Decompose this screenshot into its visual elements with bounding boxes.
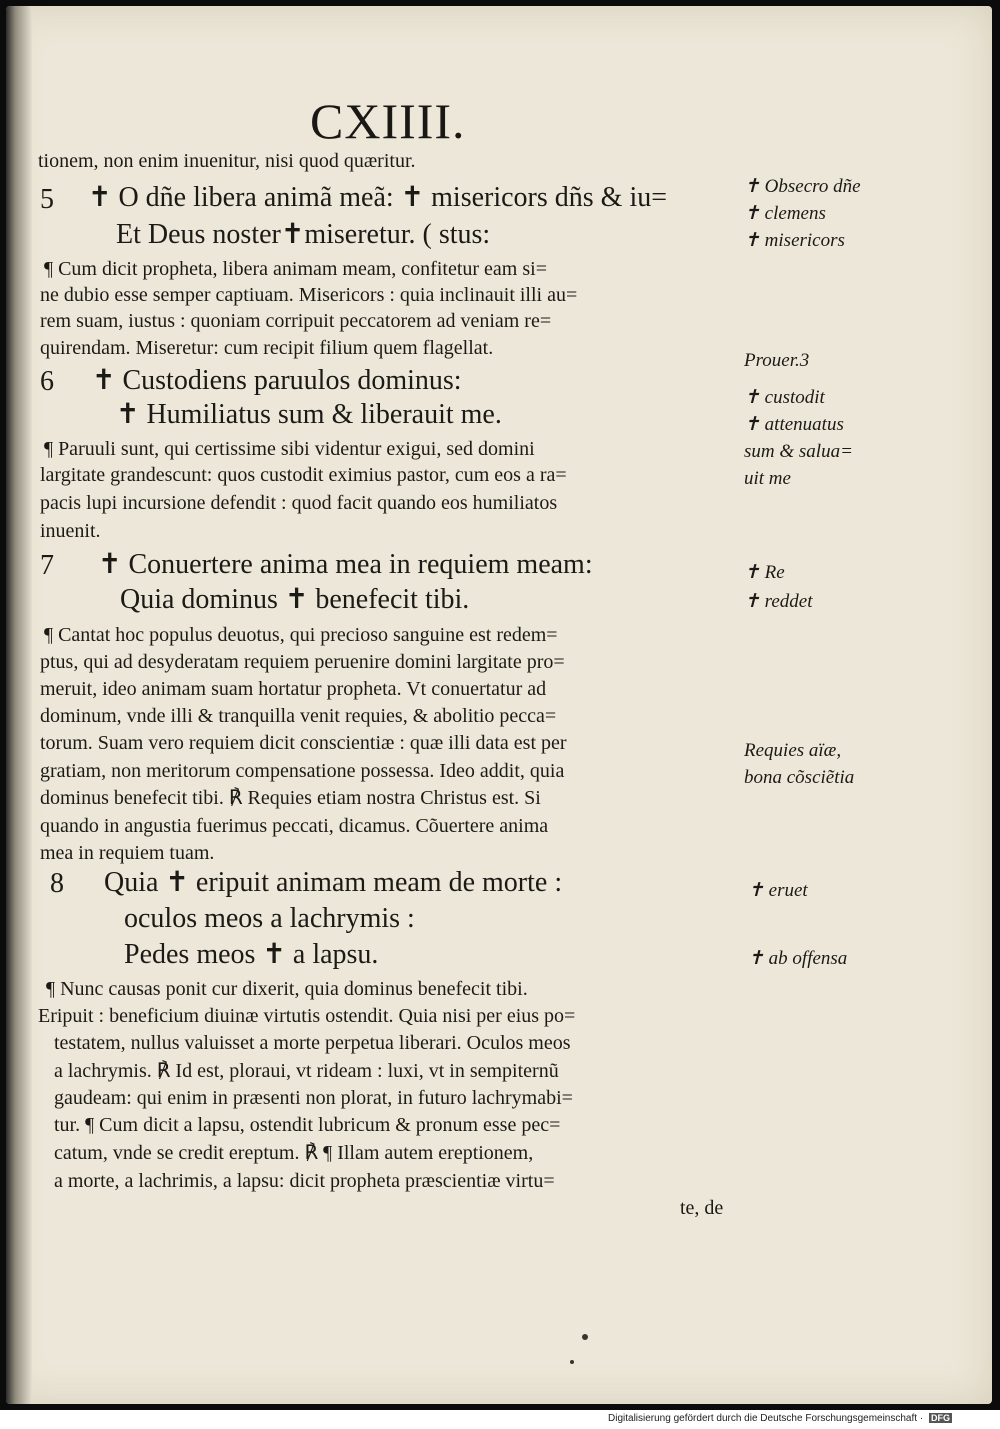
text-line: testatem, nullus valuisset a morte perpetua liberari. Oculos meos xyxy=(54,1032,571,1054)
text-line: a lachrymis. ℟ Id est, ploraui, vt rideam : luxi, vt in sempiternũ xyxy=(54,1060,559,1082)
text-line: dominum, vnde illi & tranquilla venit requies, & abolitio pecca= xyxy=(40,705,557,727)
text-line: ¶ Paruuli sunt, qui certissime sibi videntur exigui, sed domini xyxy=(44,438,535,460)
margin-note: Requies aïæ, xyxy=(744,740,842,761)
margin-note: ✝ clemens xyxy=(744,203,826,224)
margin-note: sum & salua= xyxy=(744,441,853,462)
text-line: gratiam, non meritorum compensatione possessa. Ideo addit, quia xyxy=(40,760,565,782)
page-gutter-edge xyxy=(6,6,32,1404)
verse-line: Et Deus noster✝miseretur. ( stus: xyxy=(116,219,491,250)
text-line: a morte, a lachrimis, a lapsu: dicit propheta præscientiæ virtu= xyxy=(54,1170,555,1192)
margin-note: ✝ reddet xyxy=(744,591,813,612)
verse-line: ✝ Humiliatus sum & liberauit me. xyxy=(116,399,502,430)
text-line: Eripuit : beneficium diuinæ virtutis ostendit. Quia nisi per eius po= xyxy=(38,1005,576,1027)
folio-number: CXIIII. xyxy=(310,93,466,149)
text-line: largitate grandescunt: quos custodit eximius pastor, cum eos a ra= xyxy=(40,464,567,486)
text-line: gaudeam: qui enim in præsenti non plorat, in futuro lachrymabi= xyxy=(54,1087,573,1109)
verse-number: 6 xyxy=(40,366,54,397)
text-line: ptus, qui ad desyderatam requiem peruenire domini largitate pro= xyxy=(40,651,565,673)
catchword-line: te, de xyxy=(680,1197,724,1219)
margin-note: uit me xyxy=(744,468,791,489)
text-line: ¶ Cantat hoc populus deuotus, qui precioso sanguine est redem= xyxy=(44,624,558,646)
text-line: tionem, non enim inuenitur, nisi quod quæritur. xyxy=(38,150,416,172)
text-line: meruit, ideo animam suam hortatur propheta. Vt conuertatur ad xyxy=(40,678,547,700)
margin-note: ✝ Obsecro dñe xyxy=(744,176,861,197)
paper-speck xyxy=(570,1360,574,1364)
text-line: ¶ Nunc causas ponit cur dixerit, quia dominus benefecit tibi. xyxy=(46,978,528,1000)
margin-note: ✝ eruet xyxy=(748,880,808,901)
margin-note: bona cõsciẽtia xyxy=(744,767,855,788)
paper-speck xyxy=(582,1334,588,1340)
margin-note: ✝ attenuatus xyxy=(744,414,844,435)
verse-line: Pedes meos ✝ a lapsu. xyxy=(124,939,379,970)
verse-line: Quia ✝ eripuit animam meam de morte : xyxy=(104,867,563,898)
footer-text: Digitalisierung gefördert durch die Deutsche Forschungsgemeinschaft · xyxy=(608,1413,924,1424)
verse-line: ✝ Conuertere anima mea in requiem meam: xyxy=(98,549,593,580)
margin-note: ✝ ab offensa xyxy=(748,948,848,969)
text-line: inuenit. xyxy=(40,520,101,542)
verse-number: 5 xyxy=(40,184,54,215)
text-line: quando in angustia fuerimus peccati, dicamus. Cõuertere anima xyxy=(40,815,549,837)
text-line: catum, vnde se credit ereptum. ℟ ¶ Illam autem ereptionem, xyxy=(54,1142,534,1164)
verse-line: ✝ O dñe libera animã meã: ✝ misericors dñs & iu= xyxy=(88,182,668,213)
text-line: quirendam. Miseretur: cum recipit filium quem flagellat. xyxy=(40,337,494,359)
verse-number: 7 xyxy=(40,550,54,581)
verse-line: ✝ Custodiens paruulos dominus: xyxy=(92,365,462,396)
verse-number: 8 xyxy=(50,868,64,899)
text-line: dominus benefecit tibi. ℟ Requies etiam nostra Christus est. Si xyxy=(40,787,541,809)
margin-note: ✝ Re xyxy=(744,562,785,583)
text-line: pacis lupi incursione defendit : quod facit quando eos humiliatos xyxy=(40,492,558,514)
margin-note: ✝ custodit xyxy=(744,387,825,408)
text-line: ¶ Cum dicit propheta, libera animam meam, confitetur eam si= xyxy=(44,258,547,280)
text-line: rem suam, iustus : quoniam corripuit peccatorem ad veniam re= xyxy=(40,310,552,332)
text-line: torum. Suam vero requiem dicit conscientiæ : quæ illi data est per xyxy=(40,732,567,754)
verse-line: oculos meos a lachrymis : xyxy=(124,903,415,934)
digitization-credit xyxy=(608,1413,952,1424)
text-line: tur. ¶ Cum dicit a lapsu, ostendit lubricum & pronum esse pec= xyxy=(54,1114,561,1136)
verse-line: Quia dominus ✝ benefecit tibi. xyxy=(120,584,470,615)
text-line: mea in requiem tuam. xyxy=(40,842,215,864)
margin-note: Prouer.3 xyxy=(744,350,810,371)
dfg-logo: DFG xyxy=(930,1413,950,1423)
text-line: ne dubio esse semper captiuam. Misericors : quia inclinauit illi au= xyxy=(40,284,578,306)
margin-note: ✝ misericors xyxy=(744,230,845,251)
